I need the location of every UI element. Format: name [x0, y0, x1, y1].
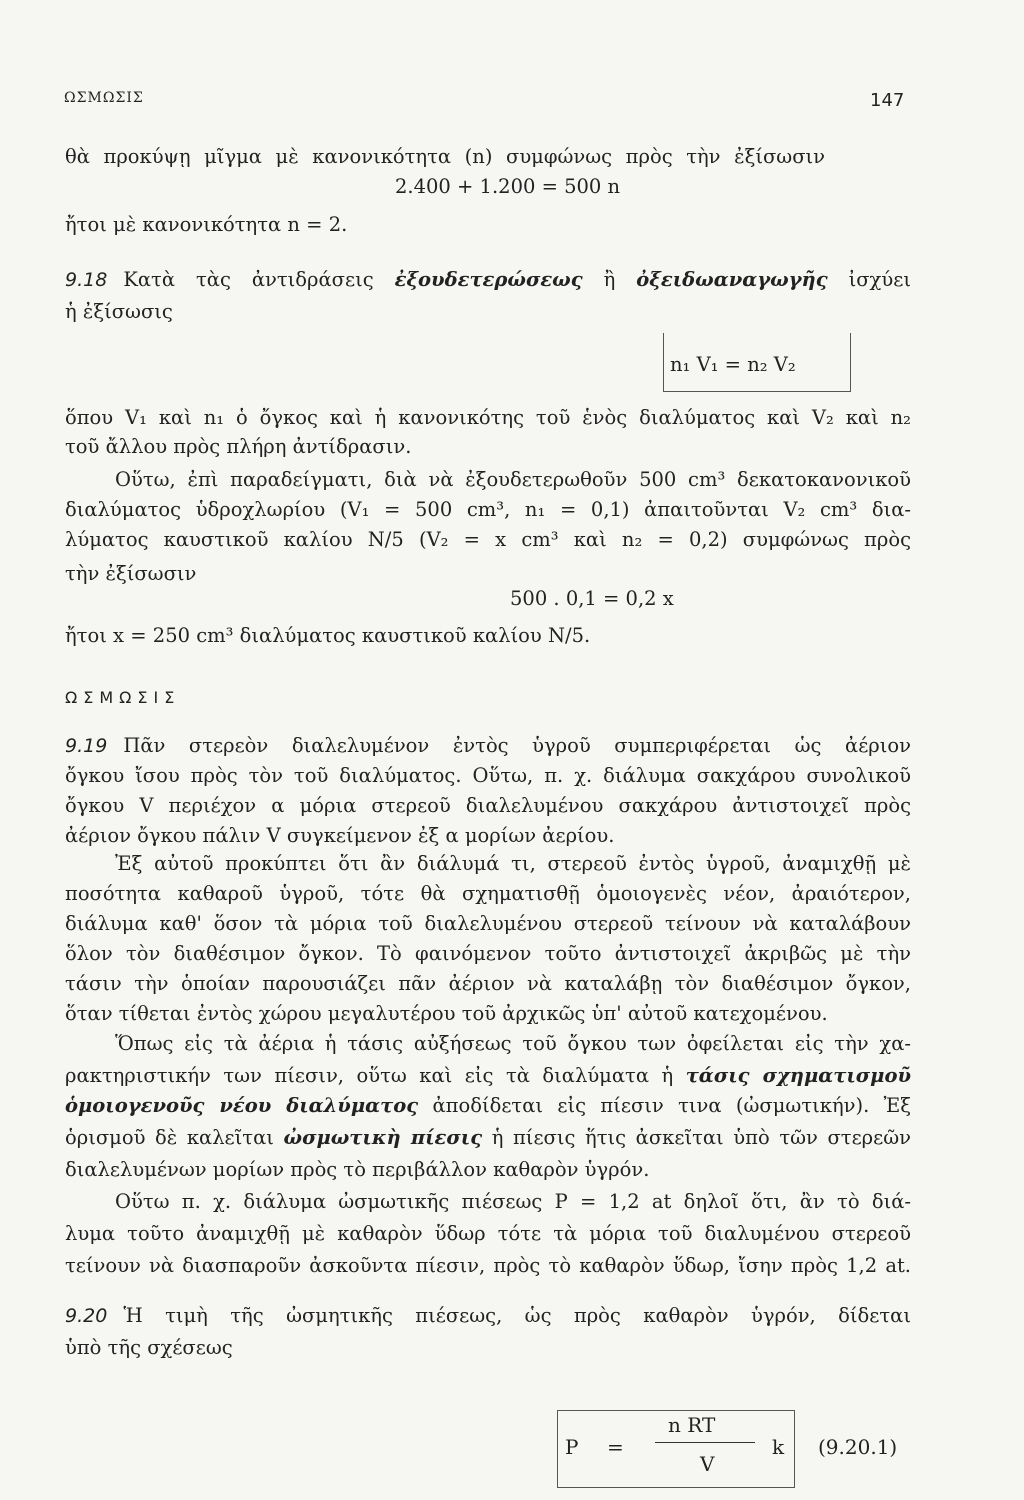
paragraph-line: διαλελυμένων μορίων πρὸς τὸ περιβάλλον καθαρὸν ὑγρόν.	[65, 1158, 650, 1181]
paragraph-line: ἤτοι μὲ κανονικότητα n = 2.	[65, 213, 348, 236]
formula-lhs: P	[565, 1435, 579, 1459]
paragraph-line: τείνουν νὰ διασπαροῦν ἀσκοῦντα πίεσιν, πρὸς τὸ καθαρὸν ὕδωρ, ἴσην πρὸς 1,2 at.	[65, 1254, 911, 1277]
paragraph-line: ἀέριον ὄγκου πάλιν V συγκείμενον ἐξ α μορίων ἀερίου.	[65, 824, 615, 847]
paragraph-line: Οὕτω π. χ. διάλυμα ὠσμωτικῆς πιέσεως P = 1,2 at δηλοῖ ὅτι, ἂν τὸ διά-	[115, 1190, 911, 1213]
paragraph-line: τὴν ἐξίσωσιν	[65, 562, 197, 585]
section-9-20-line: 9.20 Ἡ τιμὴ τῆς ὠσμητικῆς πιέσεως, ὡς πρὸς καθαρὸν ὑγρόν, δίδεται	[65, 1304, 911, 1327]
equation: 2.400 + 1.200 = 500 n	[395, 175, 621, 198]
emphasis-term: ὠσμωτικὴ πίεσις	[283, 1126, 483, 1149]
paragraph-line: ἡ ἐξίσωσις	[65, 300, 173, 323]
paragraph-line: ὄγκου V περιέχον α μόρια στερεοῦ διαλελυμένου σακχάρου ἀντιστοιχεῖ πρὸς	[65, 794, 911, 817]
paragraph-line: ποσότητα καθαροῦ ὑγροῦ, τότε θὰ σχηματισθῇ ὁμοιογενὲς νέον, ἀραιότερον,	[65, 882, 911, 905]
paragraph-line: ὁμοιογενοῦς νέου διαλύματος ἀποδίδεται εἰς πίεσιν τινα (ὠσμωτικήν). Ἐξ	[65, 1094, 912, 1117]
paragraph-line: ρακτηριστικήν των πίεσιν, οὕτω καὶ εἰς τὰ διαλύματα ἡ τάσις σχηματισμοῦ	[65, 1064, 911, 1087]
formula-factor: k	[772, 1435, 785, 1459]
section-number: 9.20	[65, 1305, 108, 1327]
section-number: 9.19	[65, 735, 108, 757]
paragraph-line: ὁρισμοῦ δὲ καλεῖται ὠσμωτικὴ πίεσις ἡ πίεσις ἥτις ἀσκεῖται ὑπὸ τῶν στερεῶν	[65, 1126, 911, 1149]
emphasis-term: ὀξειδωαναγωγῆς	[636, 268, 828, 291]
section-9-19-line: 9.19 Πᾶν στερεὸν διαλελυμένον ἐντὸς ὑγροῦ συμπεριφέρεται ὡς ἀέριον	[65, 734, 911, 757]
emphasis-term: ἐξουδετερώσεως	[394, 268, 583, 291]
formula-numerator: n RT	[668, 1413, 716, 1437]
equation: n₁ V₁ = n₂ V₂	[670, 353, 796, 376]
paragraph-line: ὄγκου ἴσου πρὸς τὸν τοῦ διαλύματος. Οὕτω, π. χ. διάλυμα σακχάρου συνολικοῦ	[65, 764, 911, 787]
paragraph-line: ὅπου V₁ καὶ n₁ ὁ ὄγκος καὶ ἡ κανονικότης τοῦ ἑνὸς διαλύματος καὶ V₂ καὶ n₂	[65, 406, 911, 429]
emphasis-term: ὁμοιογενοῦς νέου διαλύματος	[65, 1094, 419, 1117]
equation-number: (9.20.1)	[818, 1435, 898, 1459]
section-heading: ΩΣΜΩΣΙΣ	[65, 688, 181, 707]
paragraph-line: διαλύματος ὑδροχλωρίου (V₁ = 500 cm³, n₁ = 0,1) ἀπαιτοῦνται V₂ cm³ δια-	[65, 498, 911, 521]
paragraph-line: τοῦ ἄλλου πρὸς πλήρη ἀντίδρασιν.	[65, 435, 412, 458]
paragraph-line: ἤτοι x = 250 cm³ διαλύματος καυστικοῦ καλίου N/5.	[65, 624, 591, 647]
section-number: 9.18	[65, 269, 108, 291]
paragraph-line: ὅλον τὸν διαθέσιμον ὄγκον. Τὸ φαινόμενον τοῦτο ἀντιστοιχεῖ ἀκριβῶς μὲ τὴν	[65, 942, 911, 965]
paragraph-line: Ὅπως εἰς τὰ ἀέρια ἡ τάσις αὐξήσεως τοῦ ὄγκου των ὀφείλεται εἰς τὴν χα-	[115, 1032, 911, 1055]
page-number: 147	[870, 90, 905, 111]
paragraph-line: ὅταν τίθεται ἐντὸς χώρου μεγαλυτέρου τοῦ ἀρχικῶς ὑπ' αὐτοῦ κατεχομένου.	[65, 1002, 828, 1025]
equation: 500 . 0,1 = 0,2 x	[510, 587, 674, 610]
paragraph-line: ὑπὸ τῆς σχέσεως	[65, 1336, 233, 1359]
emphasis-term: τάσις σχηματισμοῦ	[685, 1064, 911, 1087]
formula-equals: =	[607, 1435, 624, 1459]
formula-denominator: V	[700, 1452, 715, 1476]
boxed-equation	[663, 333, 851, 392]
fraction-bar	[655, 1442, 755, 1443]
paragraph-line: λυμα τοῦτο ἀναμιχθῇ μὲ καθαρὸν ὕδωρ τότε τὰ μόρια τοῦ διαλυμένου στερεοῦ	[65, 1222, 911, 1245]
paragraph-line: τάσιν τὴν ὁποίαν παρουσιάζει πᾶν ἀέριον νὰ καταλάβῃ τὸν διαθέσιμον ὄγκον,	[65, 972, 911, 995]
paragraph-line: λύματος καυστικοῦ καλίου N/5 (V₂ = x cm³ καὶ n₂ = 0,2) συμφώνως πρὸς	[65, 528, 911, 551]
paragraph-line: διάλυμα καθ' ὅσον τὰ μόρια τοῦ διαλελυμένου στερεοῦ τείνουν νὰ καταλάβουν	[65, 912, 911, 935]
section-9-18-line: 9.18 Κατὰ τὰς ἀντιδράσεις ἐξουδετερώσεως ἢ ὀξειδωαναγωγῆς ἰσχύει	[65, 268, 911, 291]
paragraph-line: Οὕτω, ἐπὶ παραδείγματι, διὰ νὰ ἐξουδετερωθοῦν 500 cm³ δεκατοκανονικοῦ	[115, 468, 911, 491]
paragraph-line: θὰ προκύψῃ μῖγμα μὲ κανονικότητα (n) συμφώνως πρὸς τὴν ἐξίσωσιν	[65, 145, 825, 168]
running-header: ΩΣΜΩΣΙΣ	[64, 90, 144, 106]
paragraph-line: Ἐξ αὐτοῦ προκύπτει ὅτι ἂν διάλυμά τι, στερεοῦ ἐντὸς ὑγροῦ, ἀναμιχθῇ μὲ	[115, 852, 911, 875]
